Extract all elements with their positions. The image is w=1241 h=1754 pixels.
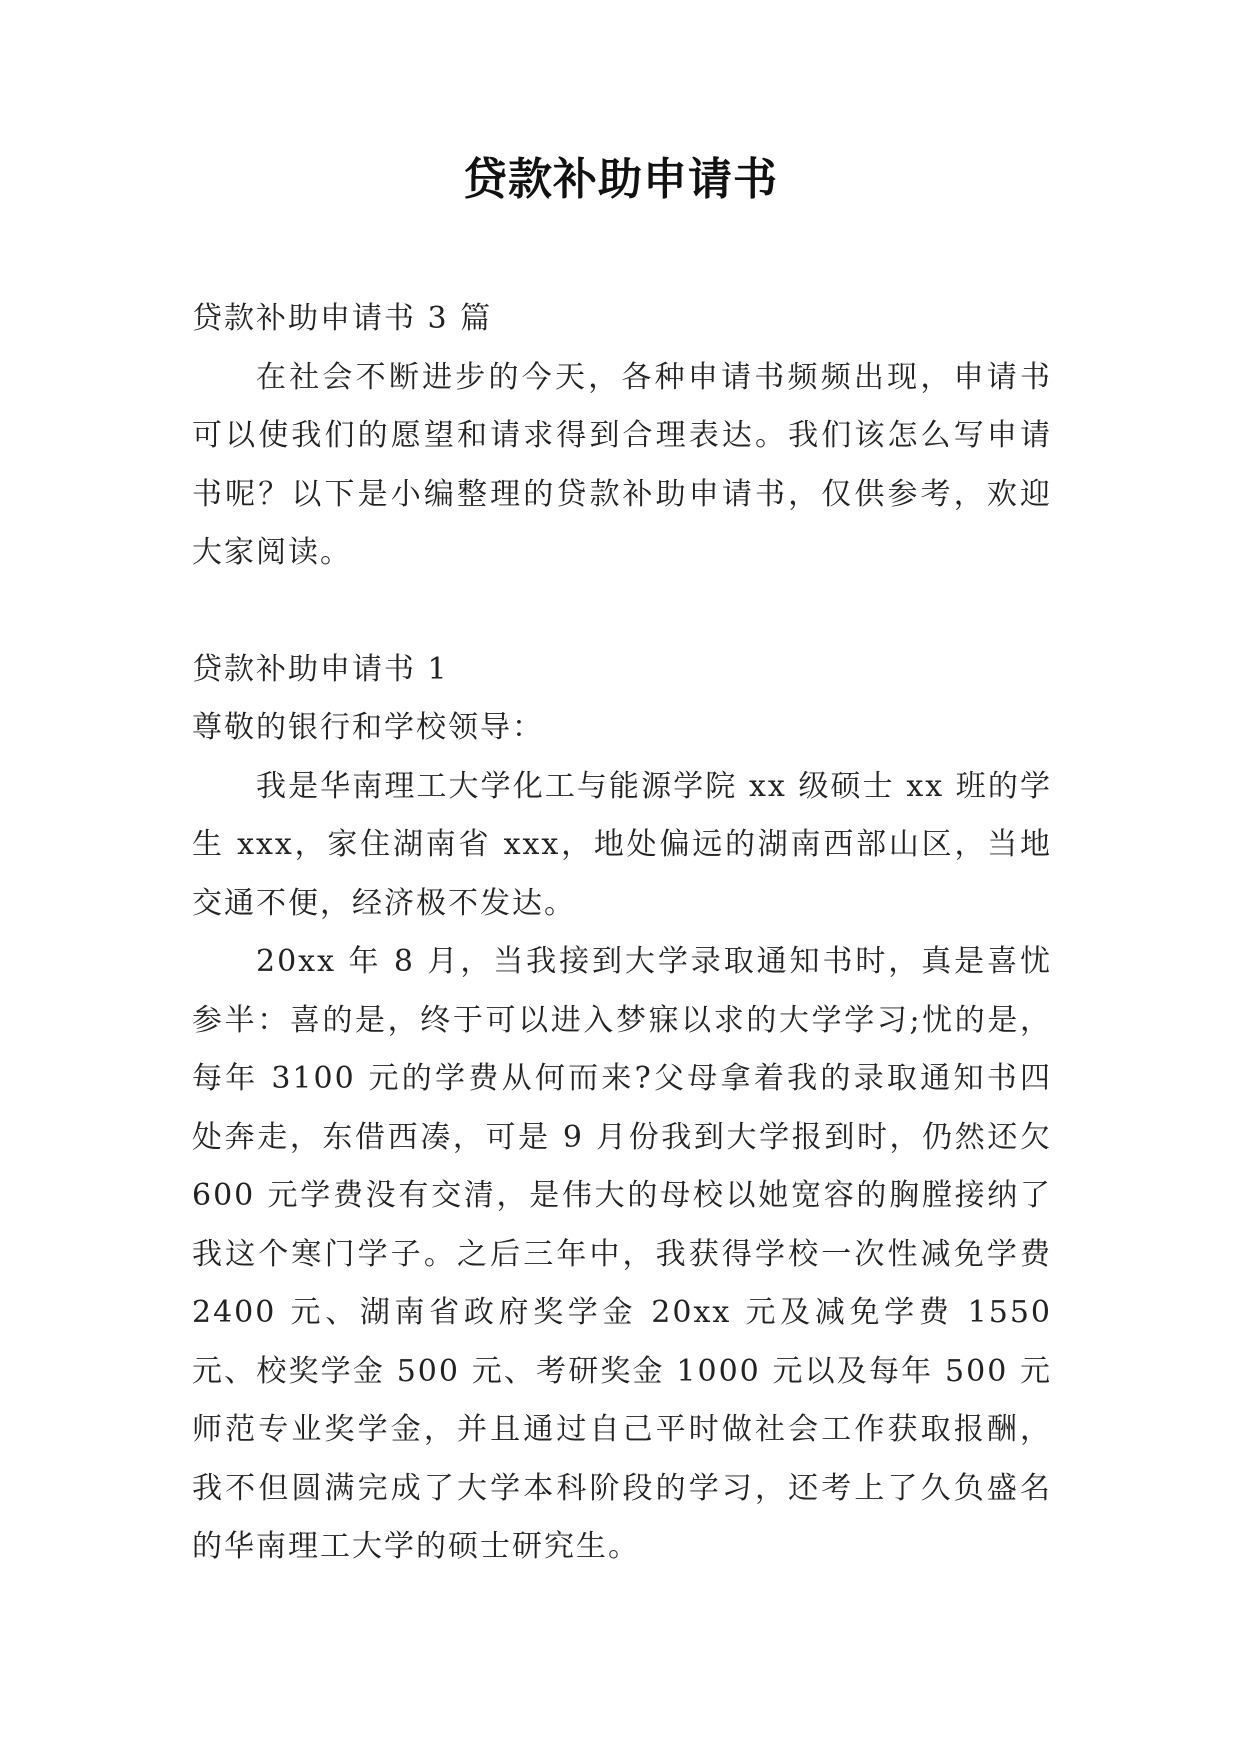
intro-paragraph: 在社会不断进步的今天，各种申请书频频出现，申请书可以使我们的愿望和请求得到合理表达。我们该怎么写申请书呢？以下是小编整理的贷款补助申请书，仅供参考，欢迎大家阅读。: [192, 359, 1052, 570]
body-paragraph-1: 我是华南理工大学化工与能源学院 xx 级硕士 xx 班的学生 xxx，家住湖南省 xxx，地处偏远的湖南西部山区，当地交通不便，经济极不发达。: [192, 768, 1052, 921]
body-paragraph-2: 20xx 年 8 月，当我接到大学录取通知书时，真是喜忧参半：喜的是，终于可以进入梦寐以求的大学学习;忧的是，每年 3100 元的学费从何而来?父母拿着我的录取通知书四处奔走，东借西凑，可是 9 月份我到大学报到时，仍然还欠 600 元学费没有交清，是伟大的母校以她宽容的胸膛接纳了我这个寒门学子。之后三年中，我获得学校一次性减免学费 2400 元、湖南省政府奖学金 20xx 元及减免学费 1550 元、校奖学金 500 元、考研奖金 1000 元以及每年 500 元师范专业奖学金，并且通过自己平时做社会工作获取报酬，我不但圆满完成了大学本科阶段的学习，还考上了久负盛名的华南理工大学的硕士研究生。: [192, 944, 1052, 1564]
document-body: [192, 290, 1052, 1577]
document-title: 贷款补助申请书: [463, 154, 778, 205]
document-subtitle: 贷款补助申请书 3 篇: [192, 301, 493, 336]
paragraph-spacer: [192, 583, 1052, 641]
salutation: 尊敬的银行和学校领导：: [192, 710, 544, 745]
section-heading: 贷款补助申请书 1: [192, 651, 449, 687]
